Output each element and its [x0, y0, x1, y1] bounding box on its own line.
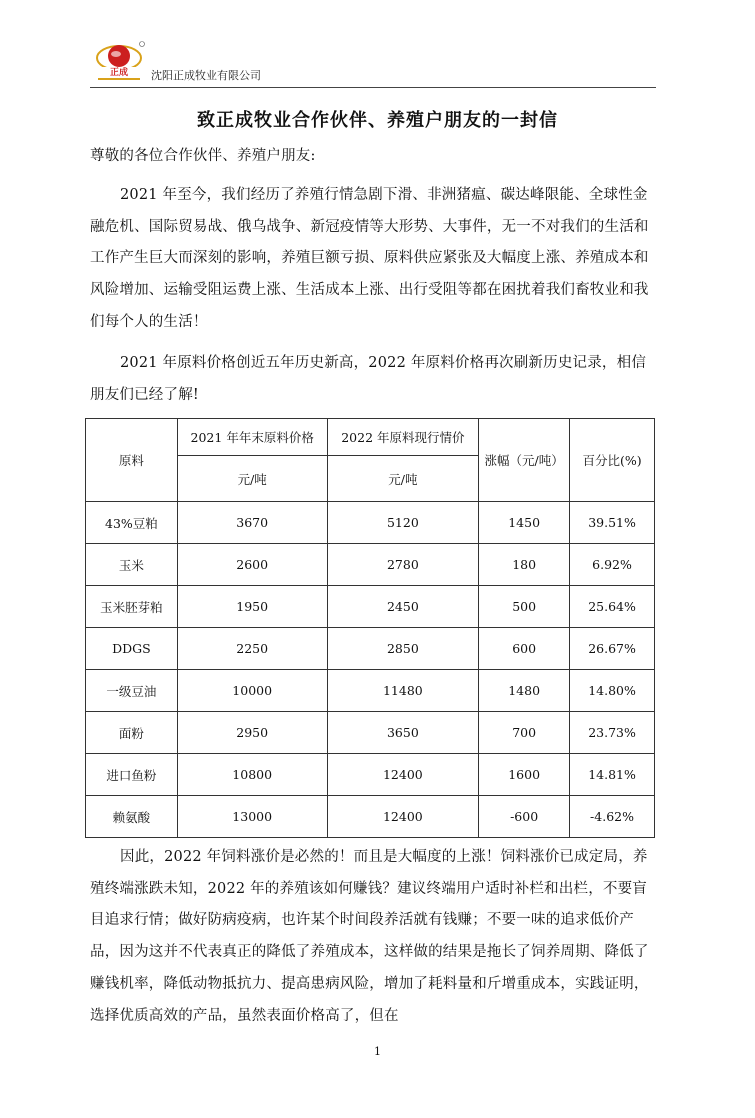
header-percent: 百分比(%)	[570, 419, 655, 502]
unit-2022: 元/吨	[327, 456, 479, 502]
greeting: 尊敬的各位合作伙伴、养殖户朋友:	[90, 148, 316, 164]
table-row	[86, 754, 655, 796]
cell-price-2021: 10000	[177, 670, 327, 712]
table-row	[86, 544, 655, 586]
cell-price-2021: 13000	[177, 796, 327, 838]
cell-price-2021: 2950	[177, 712, 327, 754]
cell-material: DDGS	[86, 628, 178, 670]
cell-price-2021: 10800	[177, 754, 327, 796]
cell-price-2021: 3670	[177, 502, 327, 544]
paragraph-advice: 因此，2022 年饲料涨价是必然的！而且是大幅度的上涨！饲料涨价已成定局，养殖终端涨跌未知，2022 年的养殖该如何赚钱？建议终端用户适时补栏和出栏，不要盲目追求行情；做好防病疫病，也许某个时间段养活就有钱赚；不要一味的追求低价产品，因为这并不代表真正的降低了养殖成本，这样做的结果是拖长了饲养周期、降低了赚钱机率，降低动物抵抗力、提高患病风险，增加了耗料量和斤增重成本，实践证明，选择优质高效的产品，虽然表面价格高了，但在	[90, 849, 649, 1024]
cell-increase: 180	[479, 544, 570, 586]
unit-2021: 元/吨	[177, 456, 327, 502]
page-number: 1	[374, 1045, 381, 1058]
cell-price-2022: 2780	[327, 544, 479, 586]
cell-price-2022: 2450	[327, 586, 479, 628]
header-divider	[90, 87, 656, 88]
cell-price-2022: 5120	[327, 502, 479, 544]
cell-percent: 39.51%	[570, 502, 655, 544]
cell-percent: 14.80%	[570, 670, 655, 712]
company-logo	[92, 40, 146, 82]
cell-material: 玉米	[86, 544, 178, 586]
company-name: 沈阳正成牧业有限公司	[151, 69, 261, 82]
cell-increase: 500	[479, 586, 570, 628]
cell-price-2022: 3650	[327, 712, 479, 754]
table-row	[86, 628, 655, 670]
cell-increase: 1450	[479, 502, 570, 544]
cell-price-2022: 12400	[327, 754, 479, 796]
cell-price-2022: 12400	[327, 796, 479, 838]
cell-price-2021: 1950	[177, 586, 327, 628]
cell-price-2021: 2250	[177, 628, 327, 670]
cell-percent: -4.62%	[570, 796, 655, 838]
cell-percent: 6.92%	[570, 544, 655, 586]
cell-material: 玉米胚芽粕	[86, 586, 178, 628]
cell-material: 一级豆油	[86, 670, 178, 712]
material-price-table	[85, 418, 655, 838]
table-row	[86, 586, 655, 628]
cell-price-2021: 2600	[177, 544, 327, 586]
cell-increase: 1480	[479, 670, 570, 712]
header-price-2022: 2022 年原料现行情价	[327, 419, 479, 456]
cell-material: 43%豆粕	[86, 502, 178, 544]
cell-percent: 23.73%	[570, 712, 655, 754]
cell-increase: 1600	[479, 754, 570, 796]
table-row	[86, 670, 655, 712]
cell-material: 赖氨酸	[86, 796, 178, 838]
table-row	[86, 712, 655, 754]
cell-increase: -600	[479, 796, 570, 838]
cell-price-2022: 11480	[327, 670, 479, 712]
header-increase: 涨幅（元/吨）	[479, 419, 570, 502]
cell-price-2022: 2850	[327, 628, 479, 670]
table-row	[86, 502, 655, 544]
cell-percent: 14.81%	[570, 754, 655, 796]
cell-percent: 26.67%	[570, 628, 655, 670]
cell-percent: 25.64%	[570, 586, 655, 628]
cell-material: 面粉	[86, 712, 178, 754]
logo-text: 正成	[109, 68, 129, 78]
header-material: 原料	[86, 419, 178, 502]
cell-material: 进口鱼粉	[86, 754, 178, 796]
table-header-row	[86, 419, 655, 456]
table-row	[86, 796, 655, 838]
header-price-2021: 2021 年年末原料价格	[177, 419, 327, 456]
paragraph-intro: 2021 年至今，我们经历了养殖行情急剧下滑、非洲猪瘟、碳达峰限能、全球性金融危机、国际贸易战、俄乌战争、新冠疫情等大形势、大事件，无一不对我们的生活和工作产生巨大而深刻的影响，养殖巨额亏损、原料供应紧张及大幅度上涨、养殖成本和风险增加、运输受阻运费上涨、生活成本上涨、出行受阻等都在困扰着我们畜牧业和我们每个人的生活！	[90, 187, 649, 330]
cell-increase: 700	[479, 712, 570, 754]
cell-increase: 600	[479, 628, 570, 670]
paragraph-prices: 2021 年原料价格创近五年历史新高，2022 年原料价格再次刷新历史记录，相信朋友们已经了解!	[90, 355, 647, 403]
letter-title: 致正成牧业合作伙伴、养殖户朋友的一封信	[197, 110, 558, 131]
